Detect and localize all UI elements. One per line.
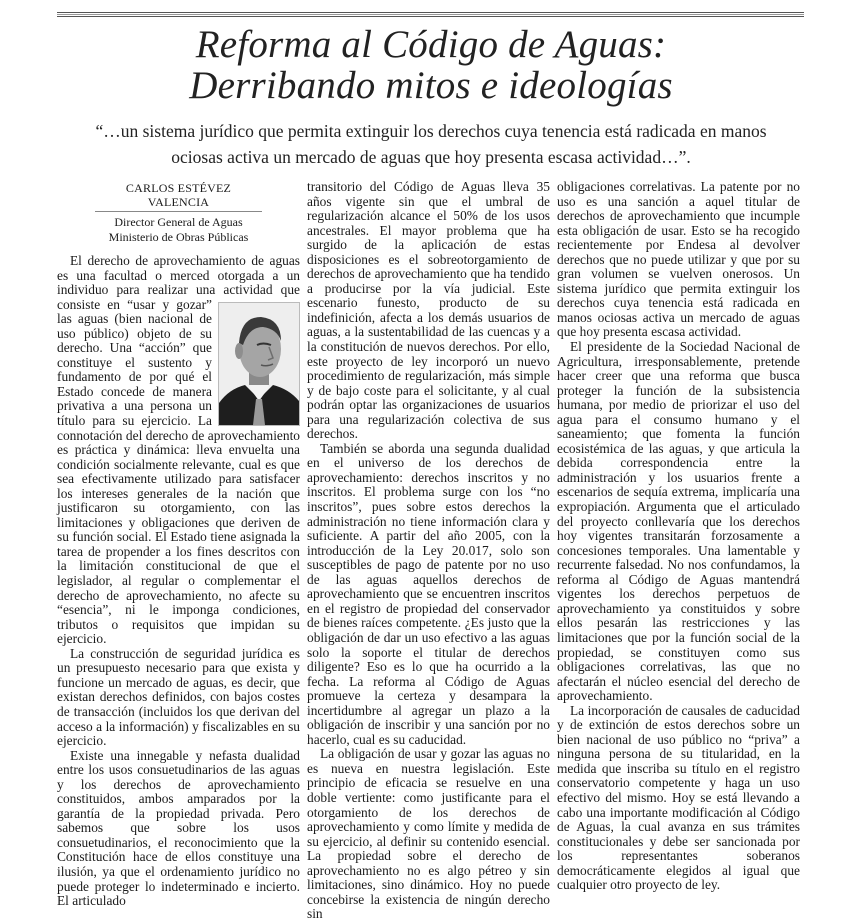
paragraph: La obligación de usar y gozar las aguas no es nueva en nuestra legislación. Este principio de eficacia se resuelve en una doble vertiente: como justificante para el otorgamiento de los derechos de aprovechamiento y como límite y medida de su ejercicio, al definir su contenido esencial. La propiedad sobre el derecho de aprovechamiento no es algo pétreo y sin limitaciones, sino dinámico. Hoy no puede concebirse la existencia de ningún derecho sin: [307, 746, 550, 922]
author-role-line-2: Ministerio de Obras Públicas: [108, 230, 249, 244]
paragraph: obligaciones correlativas. La patente por no uso es una sanción a aquel titular de derechos de aprovechamiento que incumple esta obligación de usar. Esto se ha recogido recientemente por Endesa al devolver derechos que no puede utilizar y que por su gran volumen se vuelven onerosos. Un sistema jurídico que permita extinguir los derechos cuya tenencia está radicada en manos ociosas activa un mercado de aguas que hoy presenta escasa actividad.: [557, 179, 800, 340]
title-line-1: Reforma al Código de Aguas:: [195, 23, 667, 66]
paragraph: Existe una innegable y nefasta dualidad entre los usos consuetudinarios de las aguas y los derechos de aprovechamiento constituidos, ambos amparados por la garantía de la propiedad privada. Pero sabemos que sobre los usos consuetudinarios, el reconocimiento que la Constitución hace de ellos constituye una ilusión, ya que el ordenamiento jurídico no puede proteger lo indeterminado e incierto. El articulado: [57, 747, 300, 909]
paragraph: [57, 254, 300, 647]
rule-line: [57, 16, 804, 17]
author-name: CARLOS ESTÉVEZ VALENCIA: [95, 181, 262, 212]
paragraph: transitorio del Código de Aguas lleva 35 años vigente sin que el umbral de regularización alcance el 50% de los usos ancestrales. El mayor problema que ha surgido de la aplicación de estas disposiciones es el sobreotorgamiento de derechos de aprovechamiento que ha tendido a producirse por la vía judicial. Este escenario funesto, producto de su indefinición, afecta a los demás usuarios de aguas, a la sustentabilidad de las cuencas y a la constitución de nuevos derechos. Por ello, este proyecto de ley incorporó un nuevo procedimiento de regularización, más simple y de bajo coste para el solicitante, y al cual podrán optar las organizaciones de usuarios para una regularización colectiva de sus derechos.: [307, 179, 550, 442]
paragraph: También se aborda una segunda dualidad en el universo de los derechos de aprovechamiento: derechos inscritos y no inscritos. El problema surge con los “no inscritos”, pues sobre estos derechos la administración no tiene información clara y suficiente. A partir del año 2005, con la introducción de la Ley 20.017, solo son susceptibles de pago de patente por no uso de las aguas aquellos derechos de aprovechamiento que se encuentren inscritos en el registro de propiedad del conservador de bienes raíces competente. ¿Es justo que la obligación de dar un uso efectivo a las aguas solo la soporte el titular de derechos diligente? Eso es lo que ha ocurrido a la fecha. La reforma al Código de Aguas promueve la certeza y desampara la incertidumbre al agregar un plazo a la obligación de inscribir y una sanción por no hacerlo, cual es su caducidad.: [307, 440, 550, 747]
rule-line: [57, 12, 804, 13]
column-1: [57, 180, 300, 909]
title-line-2: Derribando mitos e ideologías: [189, 64, 673, 107]
paragraph: La construcción de seguridad jurídica es un presupuesto necesario para que exista y funcione un mercado de aguas, es decir, que existan derechos definidos, con bajos costes de transacción (incluidos los que derivan del acceso a la información) y fiscalizables en su ejercicio.: [57, 645, 300, 749]
portrait-icon: [219, 303, 299, 425]
header-rule: [57, 12, 804, 18]
author-role: [57, 215, 300, 245]
column-3: [557, 180, 800, 893]
author-role-line-1: Director General de Aguas: [114, 215, 243, 229]
paragraph: El presidente de la Sociedad Nacional de Agricultura, irresponsablemente, pretende hacer creer que una reforma que busca proteger la función de la subsistencia humana, por medio de priorizar el uso del agua para el consumo humano y el saneamiento; que fomenta la función ecosistémica de las aguas, y que articula la debida correspondencia entre la administración y los usuarios frente a escenarios de sequía extrema, implicaría una expropiación. Argumenta que el articulado del proyecto conllevaría que los derechos hoy vigentes transitarán forzosamente a concesiones temporales. Una lamentable y recurrente falsedad. No nos confundamos, la reforma al Código de Aguas mantendrá vigentes los derechos perpetuos de aprovechamiento ya constituidos y sobre ellos pesarán las restricciones y las limitaciones que por la función social de la propiedad, se constituyen como sus obligaciones correlativas, las que no afectarán el núcleo esencial del derecho de aprovechamiento.: [557, 339, 800, 704]
paragraph-text: El derecho de aprovechamiento de aguas es una facultad o merced otorgada a un individuo para realizar una actividad que: [57, 253, 300, 298]
author-portrait-photo: [218, 302, 300, 426]
paragraph-text: consiste en “usar y gozar” las aguas (bien nacional de uso público) objeto de su derecho. Una “acción” que constituye el sustento y fundamento de por qué el Estado concede de manera privativa a una persona un título para su ejercicio. La connotación del derecho de aprovechamiento es práctica y dinámica: lleva envuelta una condición socialmente relevante, cual es que sea efectivamente utilizado para satisfacer los intereses generales de la nación que justificaron su otorgamiento, con las limitaciones y obligaciones que deriven de su función social. El Estado tiene asignada la tarea de propender a los fines descritos con la limitación constitucional de que el legislador, al regular o complementar el derecho de aprovechamiento, no afecte su “esencia”, ni le imponga condiciones, tributos o requisitos que impidan su ejercicio.: [57, 296, 300, 647]
paragraph: La incorporación de causales de caducidad y de extinción de estos derechos sobre un bien nacional de uso público no “priva” a ninguna persona de su titularidad, en la medida que inscriba su título en el registro conservatorio competente y haga un uso efectivo del mismo. Hoy se está llevando a cabo una importante modificación al Código de Aguas, la cual avanza en sus trámites constitucionales y debe ser sancionada por los representantes soberanos democráticamente elegidos al igual que cualquier otro proyecto de ley.: [557, 702, 800, 893]
column-2: [307, 180, 550, 922]
article-title: [0, 24, 862, 106]
pull-quote: “…un sistema jurídico que permita extinguir los derechos cuya tenencia está radicada en manos ociosas activa un mercado de aguas que hoy presenta escasa actividad…”.: [95, 121, 767, 167]
rule-line: [57, 14, 804, 15]
